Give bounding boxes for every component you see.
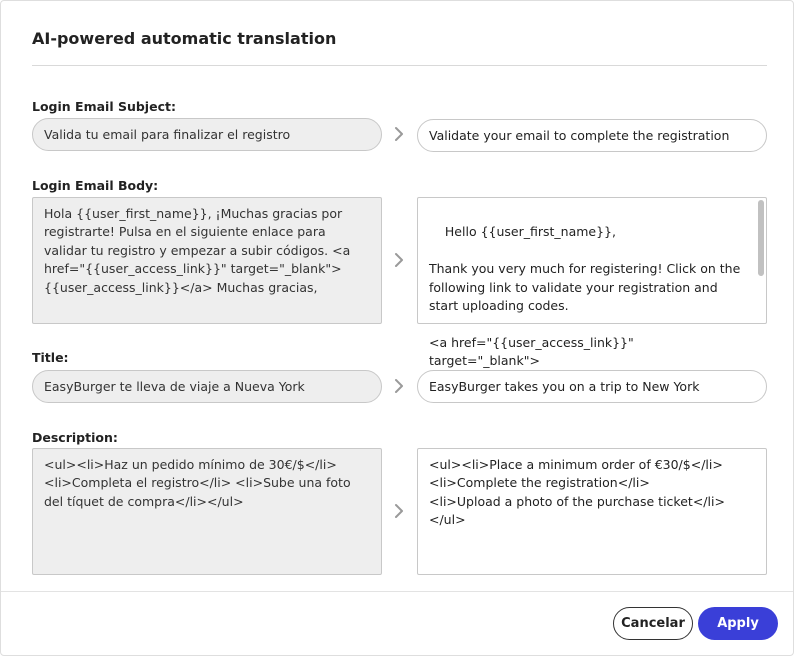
description-source-field: <ul><li>Haz un pedido mínimo de 30€/$</li> <li>Completa el registro</li> <li>Sube una foto del tíquet de compra</li></ul>	[32, 448, 382, 575]
description-translation-textarea[interactable]: <ul><li>Place a minimum order of €30/$</li> <li>Complete the registration</li> <li>Upload a photo of the purchase ticket</li></ul>	[417, 448, 767, 575]
body-translation-text: Hello {{user_first_name}}, Thank you very much for registering! Click on the following link to validate your registration and start uploading codes. <a href="{{user_access_link}}" target="_blank">	[429, 224, 741, 369]
body-translation-textarea[interactable]	[417, 197, 767, 369]
dialog-title: AI-powered automatic translation	[32, 29, 337, 48]
body-label: Login Email Body:	[32, 178, 159, 193]
chevron-right-icon	[392, 502, 406, 520]
title-translation-input[interactable]: EasyBurger takes you on a trip to New York	[417, 370, 767, 403]
chevron-right-icon	[392, 377, 406, 395]
cancel-button[interactable]: Cancelar	[613, 607, 693, 640]
description-label: Description:	[32, 430, 118, 445]
subject-translation-input[interactable]: Validate your email to complete the registration	[417, 119, 767, 152]
body-source-field: Hola {{user_first_name}}, ¡Muchas gracias por registrarte! Pulsa en el siguiente enlace para validar tu registro y empezar a subir códigos. <a href="{{user_access_link}}" target="_blank"> {{user_access_link}}</a> Muchas gracias,	[32, 197, 382, 324]
subject-source-field: Valida tu email para finalizar el registro	[32, 118, 382, 151]
body-scrollbar[interactable]	[758, 200, 764, 321]
chevron-right-icon	[392, 125, 406, 143]
apply-button[interactable]: Apply	[698, 607, 778, 640]
footer-divider	[1, 591, 793, 592]
chevron-right-icon	[392, 251, 406, 269]
header-divider	[32, 65, 767, 66]
body-scrollbar-thumb[interactable]	[758, 200, 764, 276]
title-source-field: EasyBurger te lleva de viaje a Nueva York	[32, 370, 382, 403]
title-label: Title:	[32, 350, 69, 365]
subject-label: Login Email Subject:	[32, 99, 176, 114]
